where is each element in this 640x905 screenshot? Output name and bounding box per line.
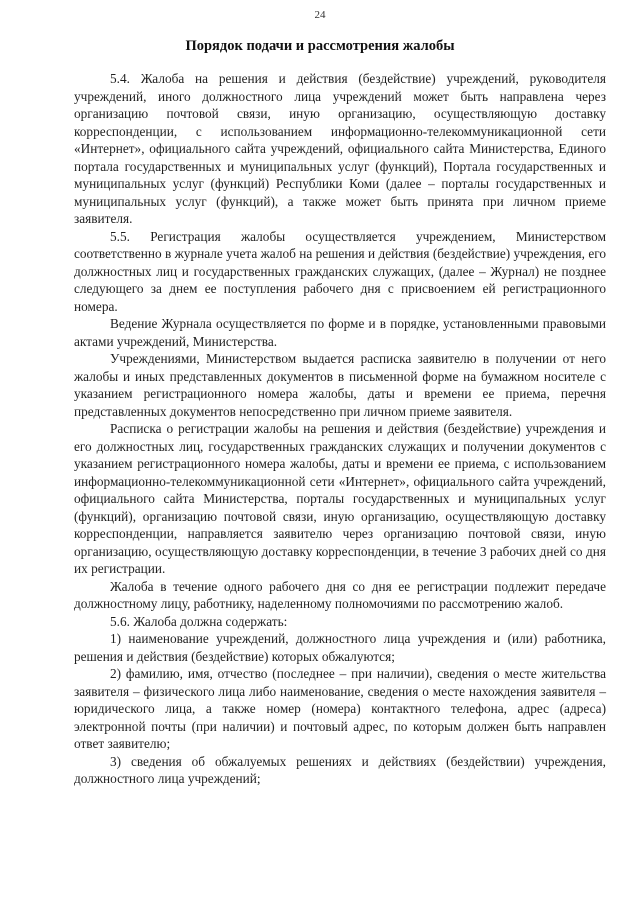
paragraph-5-4: 5.4. Жалоба на решения и действия (бездействие) учреждений, руководителя учреждений, иного должностного лица учреждений может быть направлена через организацию почтовой связи, иную организацию, осуществляющую доставку корреспонденции, с использованием информационно-телекоммуникационной сети «Интернет», официального сайта учреждений, официального сайта Министерства, Единого портала государственных и муниципальных услуг (функций), Портала государственных и муниципальных услуг (функций) Республики Коми (далее – порталы государственных и муниципальных услуг (функций), а также может быть принята при личном приеме заявителя. (74, 71, 606, 226)
page-number: 24 (314, 9, 326, 21)
list-item-2: 2) фамилию, имя, отчество (последнее – при наличии), сведения о месте жительства заявителя – физического лица либо наименование, сведения о месте нахождения заявителя – юридического лица, а также номер (номера) контактного телефона, адрес (адреса) электронной почты (при наличии) и почтовый адрес, по которым должен быть направлен ответ заявителю; (74, 666, 606, 751)
list-item-3: 3) сведения об обжалуемых решениях и действиях (бездействии) учреждения, должностного лица учреждений; (74, 753, 606, 786)
paragraph-receipt-registration: Расписка о регистрации жалобы на решения и действия (бездействие) учреждения и его должностных лиц, государственных гражданских служащих и получении документов с указанием регистрационного номера жалобы, даты и времени ее приема, с использованием информационно-телекоммуникационной сети «Интернет», официального сайта учреждений, официального сайта Министерства, порталы государственных и муниципальных услуг (функций), организацию почтовой связи, иную организацию, осуществляющую доставку корреспонденции, направляется заявителю через организацию почтовой связи, иную организацию, осуществляющую доставку корреспонденции, в течение 3 рабочих дней со дня их регистрации. (74, 421, 606, 576)
section-title: Порядок подачи и рассмотрения жалобы (185, 38, 455, 54)
document-body (74, 70, 606, 788)
paragraph-journal: Ведение Журнала осуществляется по форме и в порядке, установленными правовыми актами учреждений, Министерства. (74, 316, 606, 349)
paragraph-transfer: Жалоба в течение одного рабочего дня со дня ее регистрации подлежит передаче должностному лицу, работнику, наделенному полномочиями по рассмотрению жалоб. (74, 578, 606, 611)
list-item-1: 1) наименование учреждений, должностного лица учреждения и (или) работника, решения и действия (бездействие) которых обжалуются; (74, 631, 606, 664)
paragraph-receipt-issue: Учреждениями, Министерством выдается расписка заявителю в получении от него жалобы и иных представленных документов в письменной форме на бумажном носителе с указанием регистрационного номера жалобы, даты и времени ее приема, перечня представленных документов непосредственно при личном приеме заявителя. (74, 351, 606, 419)
paragraph-5-5: 5.5. Регистрация жалобы осуществляется учреждением, Министерством соответственно в журнале учета жалоб на решения и действия (бездействие) учреждения, его должностных лиц и государственных гражданских служащих, (далее – Журнал) не позднее следующего за днем ее поступления рабочего дня с присвоением ей регистрационного номера. (74, 228, 606, 314)
paragraph-5-6: 5.6. Жалоба должна содержать: (110, 613, 288, 629)
